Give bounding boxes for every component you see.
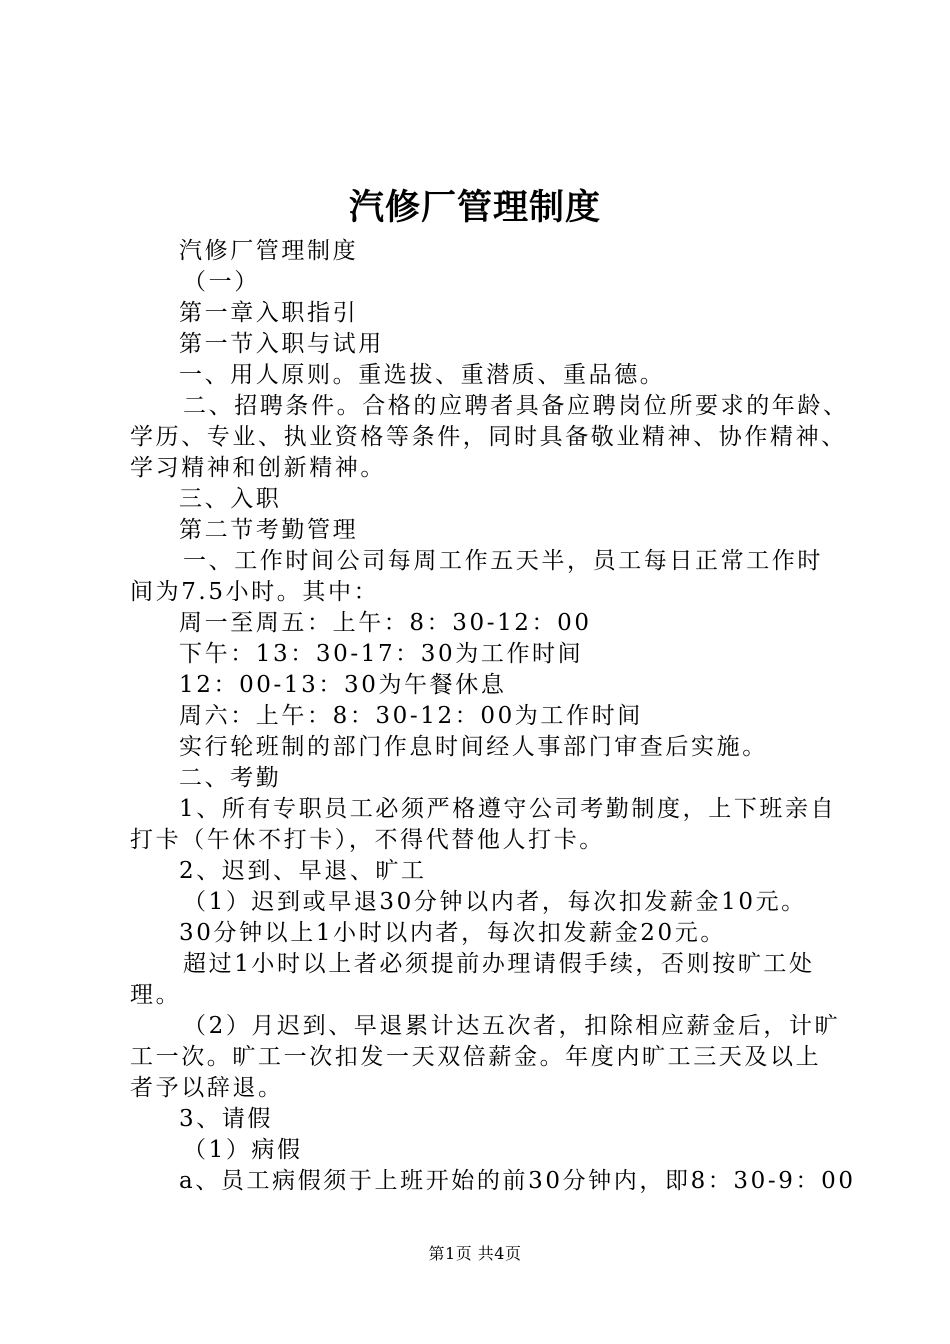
paragraph-line: 第二节考勤管理 bbox=[179, 517, 359, 543]
paragraph-line: 第一章入职指引 bbox=[179, 300, 359, 326]
document-paragraph bbox=[130, 794, 837, 856]
paragraph-line: 实行轮班制的部门作息时间经人事部门审查后实施。 bbox=[179, 734, 768, 760]
paragraph-line: 30分钟以上1小时以内者，每次扣发薪金20元。 bbox=[179, 920, 726, 946]
document-title: 汽修厂管理制度 bbox=[348, 187, 601, 228]
document-paragraph bbox=[130, 329, 830, 360]
document-paragraph bbox=[130, 298, 830, 329]
paragraph-line: 1、所有专职员工必须严格遵守公司考勤制度，上下班亲自 bbox=[179, 796, 837, 822]
paragraph-line: 二、考勤 bbox=[179, 765, 282, 791]
document-body bbox=[130, 236, 856, 1197]
paragraph-line: 理。 bbox=[130, 982, 182, 1008]
document-paragraph bbox=[130, 1135, 830, 1166]
document-paragraph bbox=[130, 918, 830, 949]
paragraph-line: 第一节入职与试用 bbox=[179, 331, 384, 357]
document-paragraph bbox=[130, 732, 830, 763]
document-paragraph bbox=[130, 546, 830, 608]
paragraph-line: （2）月迟到、早退累计达五次者，扣除相应薪金后，计旷 bbox=[183, 1013, 841, 1039]
document-paragraph bbox=[130, 1104, 830, 1135]
paragraph-line: 12：00-13：30为午餐休息 bbox=[179, 672, 507, 698]
document-paragraph bbox=[130, 1166, 856, 1197]
document-paragraph bbox=[130, 639, 830, 670]
paragraph-line: 一、用人原则。重选拔、重潜质、重品德。 bbox=[179, 362, 666, 388]
paragraph-line: a、员工病假须于上班开始的前30分钟内，即8：30-9：00 bbox=[179, 1168, 856, 1194]
paragraph-line: （1）病假 bbox=[183, 1137, 303, 1163]
paragraph-line: 一、工作时间公司每周工作五天半，员工每日正常工作时 bbox=[183, 548, 823, 574]
paragraph-line: 学习精神和创新精神。 bbox=[130, 455, 386, 481]
document-paragraph bbox=[130, 1011, 841, 1104]
document-paragraph bbox=[130, 391, 849, 484]
paragraph-line: 间为7.5小时。其中： bbox=[130, 579, 380, 605]
document-paragraph bbox=[130, 267, 830, 298]
paragraph-line: 下午：13：30-17：30为工作时间 bbox=[179, 641, 584, 667]
paragraph-line: 周六：上午：8：30-12：00为工作时间 bbox=[179, 703, 643, 729]
document-paragraph bbox=[130, 763, 830, 794]
paragraph-line: （1）迟到或早退30分钟以内者，每次扣发薪金10元。 bbox=[183, 889, 807, 915]
document-paragraph bbox=[130, 670, 830, 701]
document-paragraph bbox=[130, 856, 830, 887]
paragraph-line: 三、入职 bbox=[179, 486, 282, 512]
paragraph-line: （一） bbox=[183, 269, 260, 295]
paragraph-line: 者予以辞退。 bbox=[130, 1075, 284, 1101]
paragraph-line: 学历、专业、执业资格等条件，同时具备敬业精神、协作精神、 bbox=[130, 424, 847, 450]
document-paragraph bbox=[130, 515, 830, 546]
paragraph-line: 二、招聘条件。合格的应聘者具备应聘岗位所要求的年龄、 bbox=[183, 393, 849, 419]
document-paragraph bbox=[130, 236, 830, 267]
document-paragraph bbox=[130, 887, 830, 918]
paragraph-line: 3、请假 bbox=[179, 1106, 274, 1132]
paragraph-line: 打卡（午休不打卡），不得代替他人打卡。 bbox=[130, 827, 605, 853]
document-paragraph bbox=[130, 484, 830, 515]
document-paragraph bbox=[130, 608, 830, 639]
document-paragraph bbox=[130, 360, 830, 391]
document-paragraph bbox=[130, 701, 830, 732]
paragraph-line: 汽修厂管理制度 bbox=[179, 238, 359, 264]
paragraph-line: 周一至周五：上午：8：30-12：00 bbox=[179, 610, 592, 636]
document-paragraph bbox=[130, 949, 830, 1011]
paragraph-line: 工一次。旷工一次扣发一天双倍薪金。年度内旷工三天及以上 bbox=[130, 1044, 822, 1070]
paragraph-line: 2、迟到、早退、旷工 bbox=[179, 858, 427, 884]
paragraph-line: 超过1小时以上者必须提前办理请假手续，否则按旷工处 bbox=[183, 951, 815, 977]
page-footer-pagination: 第1页 共4页 bbox=[428, 1244, 522, 1263]
